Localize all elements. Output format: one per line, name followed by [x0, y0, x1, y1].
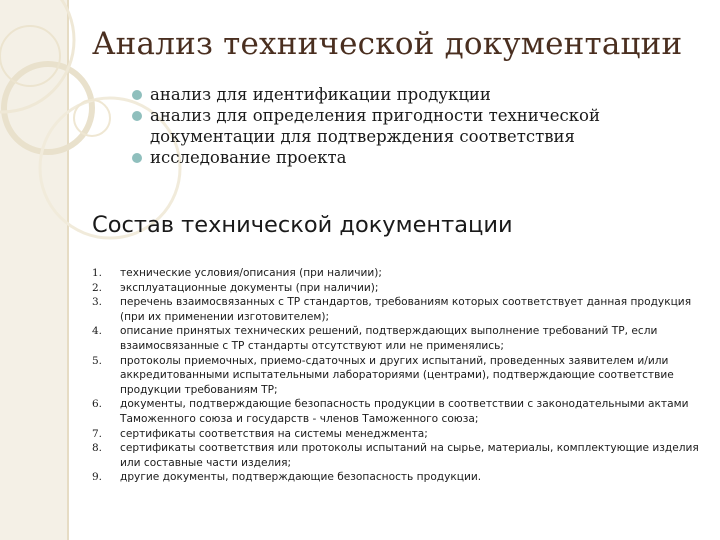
- numbered-list: [92, 266, 704, 485]
- list-item: [92, 295, 704, 324]
- list-item-text: другие документы, подтверждающие безопасность продукции.: [120, 471, 482, 484]
- list-item-number: 4.: [92, 325, 103, 338]
- slide-title: Анализ технической документации: [92, 26, 683, 62]
- list-item: [92, 470, 704, 485]
- bullet-text: исследование проекта: [150, 148, 347, 167]
- list-item: [92, 397, 704, 426]
- list-item-text: технические условия/описания (при наличии);: [120, 267, 382, 279]
- list-item-text: перечень взаимосвязанных с ТР стандартов, требованиям которых соответствует данная продукция (при их применении изготовителем);: [120, 296, 692, 323]
- list-item-number: 9.: [92, 471, 103, 484]
- list-item-text: сертификаты соответствия или протоколы испытаний на сырье, материалы, комплектующие изделия или составные части изделия;: [120, 442, 699, 469]
- list-item: [92, 441, 704, 470]
- bullet-list: [132, 84, 692, 168]
- list-item: [92, 324, 704, 353]
- bullet-item: [132, 147, 692, 168]
- list-item: [92, 354, 704, 398]
- bullet-text: анализ для идентификации продукции: [150, 85, 491, 104]
- list-item: [92, 266, 704, 281]
- bullet-item: [132, 105, 692, 147]
- list-item-number: 2.: [92, 281, 103, 294]
- section-subtitle: Состав технической документации: [92, 212, 513, 238]
- list-item-number: 7.: [92, 427, 103, 440]
- list-item-number: 1.: [92, 267, 103, 279]
- list-item: [92, 427, 704, 442]
- bullet-item: [132, 84, 692, 105]
- bullet-dot-icon: [132, 111, 142, 121]
- list-item-text: эксплуатационные документы (при наличии);: [120, 281, 379, 294]
- list-item-text: документы, подтверждающие безопасность продукции в соответствии с законодательными актами Таможенного союза и государств - членов Таможенного союза;: [120, 398, 689, 425]
- list-item-number: 8.: [92, 442, 103, 455]
- list-item-text: протоколы приемочных, приемо-сдаточных и других испытаний, проведенных заявителем и/или аккредитованными испытательными лабораториями (центрами), подтверждающие соответствие продукции требованиям ТР;: [120, 354, 674, 396]
- list-item: [92, 281, 704, 296]
- bullet-dot-icon: [132, 90, 142, 100]
- list-item-number: 5.: [92, 354, 103, 367]
- list-item-number: 3.: [92, 296, 103, 309]
- list-item-text: описание принятых технических решений, подтверждающих выполнение требований ТР, если взаимосвязанные с ТР стандарты отсутствуют или не применялись;: [120, 325, 658, 352]
- list-item-number: 6.: [92, 398, 103, 411]
- list-item-text: сертификаты соответствия на системы менеджмента;: [120, 427, 428, 440]
- bullet-text: анализ для определения пригодности технической документации для подтверждения соответствия: [150, 106, 600, 146]
- bullet-dot-icon: [132, 153, 142, 163]
